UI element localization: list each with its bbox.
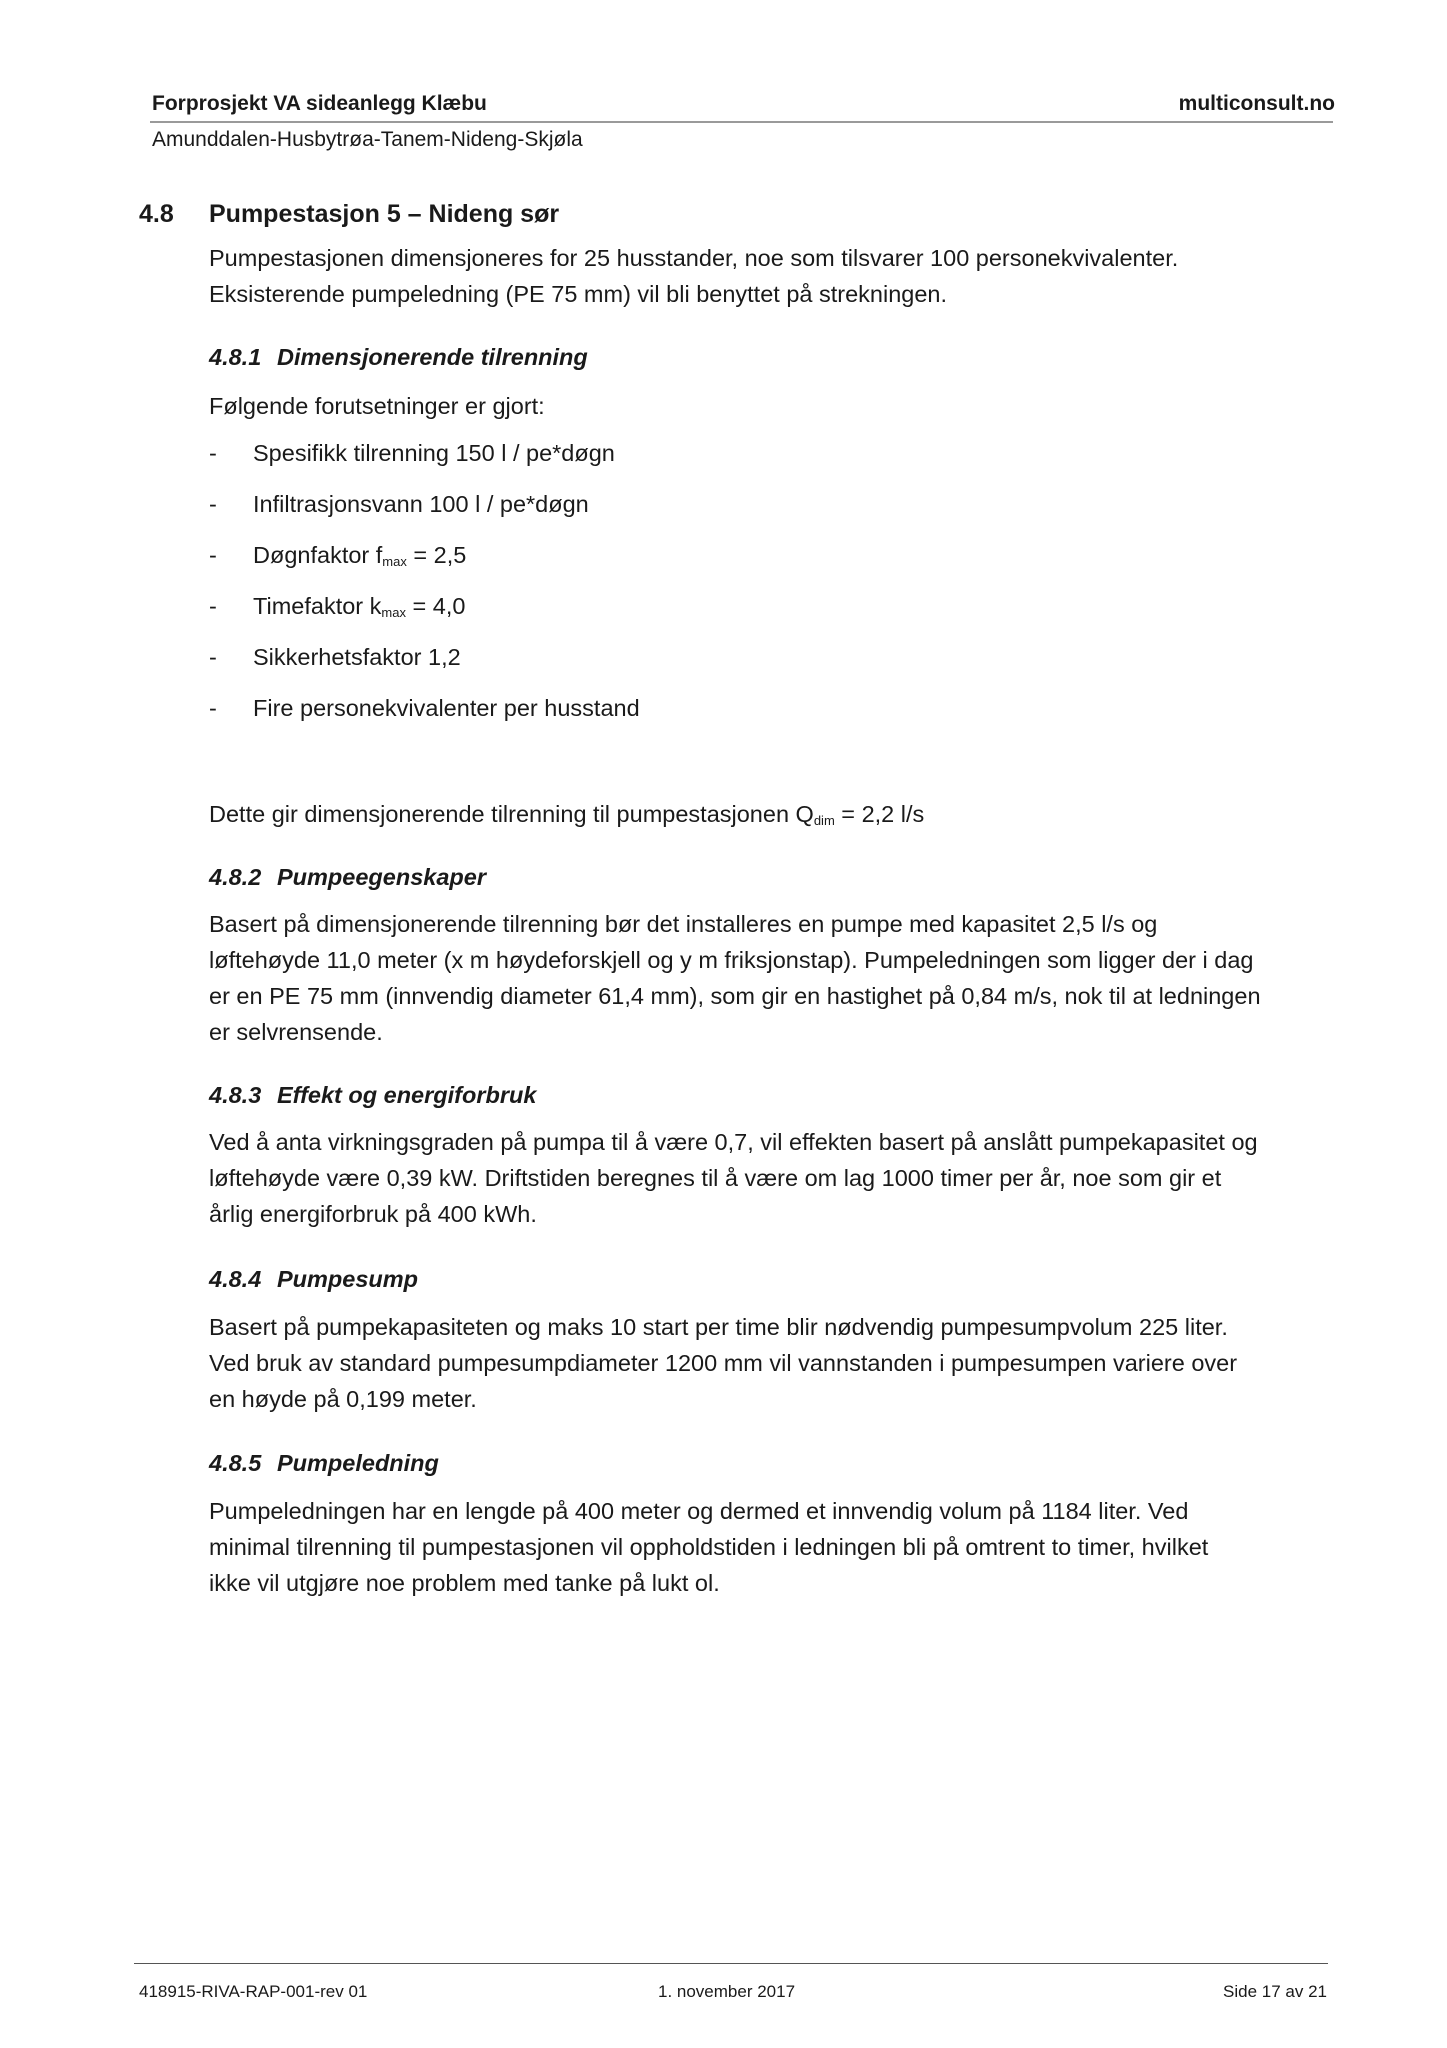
subsection-heading-485 [209, 1450, 439, 1477]
list-item-text: = 2,5 [406, 542, 467, 568]
section-intro-line: Eksisterende pumpeledning (PE 75 mm) vil bli benyttet på strekningen. [209, 281, 948, 307]
subsection-number: 4.8.4 [209, 1266, 262, 1292]
subsection-title: Pumpesump [277, 1266, 419, 1292]
list-item-text: Spesifikk tilrenning 150 l / pe*døgn [253, 440, 615, 466]
list-dash: - [209, 644, 217, 670]
paragraph-line: Ved bruk av standard pumpesumpdiameter 1200 mm vil vannstanden i pumpesumpen variere over [209, 1350, 1238, 1376]
subsection-title: Dimensjonerende tilrenning [277, 344, 588, 370]
section-number: 4.8 [139, 200, 174, 228]
paragraph-line: Basert på dimensjonerende tilrenning bør det installeres en pumpe med kapasitet 2,5 l/s og [209, 911, 1158, 937]
list-dash: - [209, 440, 217, 466]
result-paragraph [209, 796, 1334, 839]
subsection-title: Pumpeegenskaper [277, 864, 486, 890]
list-item [209, 644, 461, 671]
list-dash: - [209, 593, 217, 619]
section-title: Pumpestasjon 5 – Nideng sør [209, 200, 560, 228]
list-item-text: Timefaktor k [253, 593, 382, 619]
list-dash: - [209, 542, 217, 568]
list-item-text: Infiltrasjonsvann 100 l / pe*døgn [253, 491, 589, 517]
lead-text: Følgende forutsetninger er gjort: [209, 393, 545, 419]
paragraph-484 [209, 1309, 1334, 1417]
subsection-number: 4.8.3 [209, 1082, 262, 1108]
paragraph-line: årlig energiforbruk på 400 kWh. [209, 1201, 537, 1227]
footer-doc-id: 418915-RIVA-RAP-001-rev 01 [139, 1982, 368, 2001]
result-subscript: dim [813, 813, 835, 828]
header-website: multiconsult.no [1178, 92, 1335, 115]
subsection-heading-484 [209, 1266, 418, 1293]
paragraph-482 [209, 906, 1334, 1050]
paragraph-line: Basert på pumpekapasiteten og maks 10 start per time blir nødvendig pumpesumpvolum 225 liter. [209, 1314, 1228, 1340]
header-subtitle: Amunddalen-Husbytrøa-Tanem-Nideng-Skjøla [152, 128, 583, 151]
subsection-heading-483 [209, 1082, 536, 1109]
footer-page-number: Side 17 av 21 [1223, 1982, 1327, 2001]
list-item [209, 542, 466, 569]
list-item-subscript: max [382, 554, 407, 569]
header-divider [150, 121, 1333, 123]
header-project-title: Forprosjekt VA sideanlegg Klæbu [152, 92, 487, 115]
subsection-title: Effekt og energiforbruk [277, 1082, 537, 1108]
paragraph-line: løftehøyde 11,0 meter (x m høydeforskjell og y m friksjonstap). Pumpeledningen som ligger der i dag [209, 947, 1254, 973]
subsection-title: Pumpeledning [277, 1450, 439, 1476]
subsection-number: 4.8.1 [209, 344, 262, 370]
list-item [209, 593, 465, 620]
subsection-heading-481 [209, 344, 588, 371]
paragraph-483 [209, 1124, 1334, 1232]
section-intro-line: Pumpestasjonen dimensjoneres for 25 husstander, noe som tilsvarer 100 personekvivalenter. [209, 245, 1179, 271]
paragraph-line: løftehøyde være 0,39 kW. Driftstiden beregnes til å være om lag 1000 timer per år, noe som gir et [209, 1165, 1222, 1191]
list-dash: - [209, 491, 217, 517]
subsection-heading-482 [209, 864, 486, 891]
subsection-number: 4.8.2 [209, 864, 262, 890]
footer-date: 1. november 2017 [658, 1982, 796, 2001]
paragraph-line: ikke vil utgjøre noe problem med tanke på lukt ol. [209, 1570, 720, 1596]
list-item-text: Døgnfaktor f [253, 542, 383, 568]
paragraph-line: er en PE 75 mm (innvendig diameter 61,4 mm), som gir en hastighet på 0,84 m/s, nok til at ledningen [209, 983, 1261, 1009]
footer-divider [134, 1963, 1328, 1964]
paragraph-lead [209, 388, 1334, 424]
list-item [209, 440, 615, 467]
list-item [209, 491, 589, 518]
result-text: = 2,2 l/s [834, 801, 925, 827]
list-item-text: = 4,0 [405, 593, 466, 619]
paragraph-485 [209, 1493, 1334, 1601]
paragraph-line: Pumpeledningen har en lengde på 400 meter og dermed et innvendig volum på 1184 liter. Ved [209, 1498, 1189, 1524]
list-dash: - [209, 695, 217, 721]
list-item-subscript: max [381, 605, 406, 620]
paragraph-line: minimal tilrenning til pumpestasjonen vil oppholdstiden i ledningen bli på omtrent to timer, hvilket [209, 1534, 1209, 1560]
result-text: Dette gir dimensjonerende tilrenning til pumpestasjonen Q [209, 801, 814, 827]
paragraph-line: en høyde på 0,199 meter. [209, 1386, 477, 1412]
paragraph-line: Ved å anta virkningsgraden på pumpa til å være 0,7, vil effekten basert på anslått pumpekapasitet og [209, 1129, 1258, 1155]
paragraph-line: er selvrensende. [209, 1019, 383, 1045]
list-item [209, 695, 640, 722]
list-item-text: Fire personekvivalenter per husstand [253, 695, 640, 721]
subsection-number: 4.8.5 [209, 1450, 262, 1476]
section-intro [209, 240, 1334, 312]
list-item-text: Sikkerhetsfaktor 1,2 [253, 644, 461, 670]
